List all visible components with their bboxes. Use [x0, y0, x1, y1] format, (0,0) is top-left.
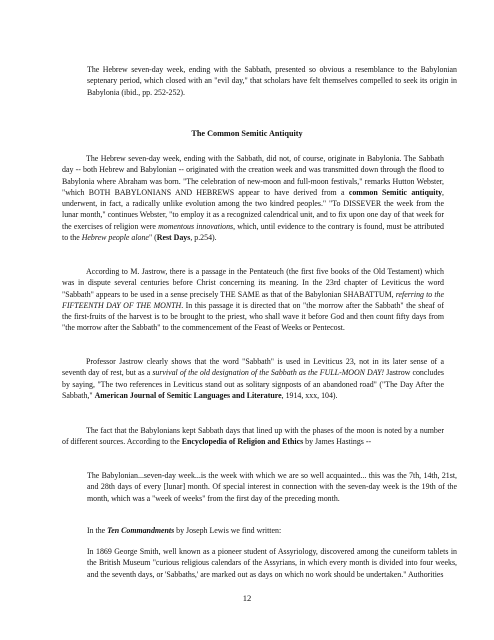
- section-heading: The Common Semitic Antiquity: [191, 129, 303, 138]
- paragraph-babylonian-resemblance: The Hebrew seven-day week, ending with the Sabbath, presented so obvious a resemblance to the Babylonian septenary period, which closed with an "evil day," that scholars have felt themselves compelled to seek its origin in Babylonia (ibid., pp. 252-252).: [87, 65, 457, 97]
- paragraph-ten-commandments: In the Ten Commandments by Joseph Lewis we find written:: [87, 526, 282, 535]
- citation-ten-commandments: Ten Commandments: [107, 526, 175, 535]
- blockquote-george-smith: In 1869 George Smith, well known as a pioneer student of Assyriology, discovered among the cuneiform tablets in the British Museum "curious religious calendars of the Assyrians, in which every month is divided into four weeks, and the seventh days, or 'Sabbaths,' are marked out as days on which no work should be undertaken." Authorities: [87, 547, 457, 579]
- page-number: 12: [242, 593, 252, 603]
- citation-american-journal: American Journal of Semitic Languages and Literature: [94, 390, 282, 400]
- citation-rest-days: Rest Days: [156, 233, 191, 243]
- blockquote-babylonian-week: The Babylonian...seven-day week...is the week with which we are so well acquainted... this was the 7th, 14th, 21st, and 28th days of every [lunar] month. Of special interest in connection with the seven-day week is the 19th of the month, which was a "week of weeks" from the first day of the preceding month.: [87, 471, 457, 503]
- citation-encyclopedia: Encyclopedia of Religion and Ethics: [181, 437, 304, 447]
- emphasis-common-semitic: common Semitic antiquity: [348, 187, 443, 197]
- paragraph-jastrow-fullmoon: Professor Jastrow clearly shows that the word "Sabbath" is used in Leviticus 23, not in its later sense of a seventh day of rest, but as a survival of the old designation of the Sabbath as the FULL-MOON DAY! Jastrow concludes by saying, "The two references in Leviticus stand out as solitary signposts of an abandoned road" ("The Day After the Sabbath," American Journal of Semitic Languages and Literature, 1914, xxx, 104).: [62, 357, 445, 400]
- paragraph-common-semitic: The Hebrew seven-day week, ending with the Sabbath, did not, of course, originate in Babylonia. The Sabbath day -- both Hebrew and Babylonian -- originated with the creation week and was transmitted down through the flood to Babylonia where Abraham was born. "The celebration of new-moon and full-moon festivals," remarks Hutton Webster, "which BOTH BABYLONIANS AND HEBREWS appear to have derived from a common Semitic antiquity, underwent, in fact, a radically unlike evolution among the two kindred peoples." "To DISSEVER the week from the lunar month," continues Webster, "to employ it as a recognized calendrical unit, and to fix upon one day of that week for the exercises of religion were momentous innovations, which, until evidence to the contrary is found, must be attributed to the Hebrew people alone" (Rest Days, p.254).: [62, 154, 445, 243]
- paragraph-jastrow-leviticus: According to M. Jastrow, there is a passage in the Pentateuch (the first five books of the Old Testament) which was in dispute several centuries before Christ concerning its meaning. In the 23rd chapter of Leviticus the word "Sabbath" appears to be used in a sense precisely THE SAME as that of the Babylonian SHABATTUM, referring to the FIFTEENTH DAY OF THE MONTH. In this passage it is directed that on "the morrow after the Sabbath" the sheaf of the first-fruits of the harvest is to be brought to the priest, who shall wave it before God and then count fifty days from "the morrow after the Sabbath" to the commencement of the Feast of Weeks or Pentecost.: [62, 267, 445, 333]
- paragraph-hastings: The fact that the Babylonians kept Sabbath days that lined up with the phases of the moon is noted by a number of different sources. According to the Encyclopedia of Religion and Ethics by James Hastings --: [62, 426, 444, 447]
